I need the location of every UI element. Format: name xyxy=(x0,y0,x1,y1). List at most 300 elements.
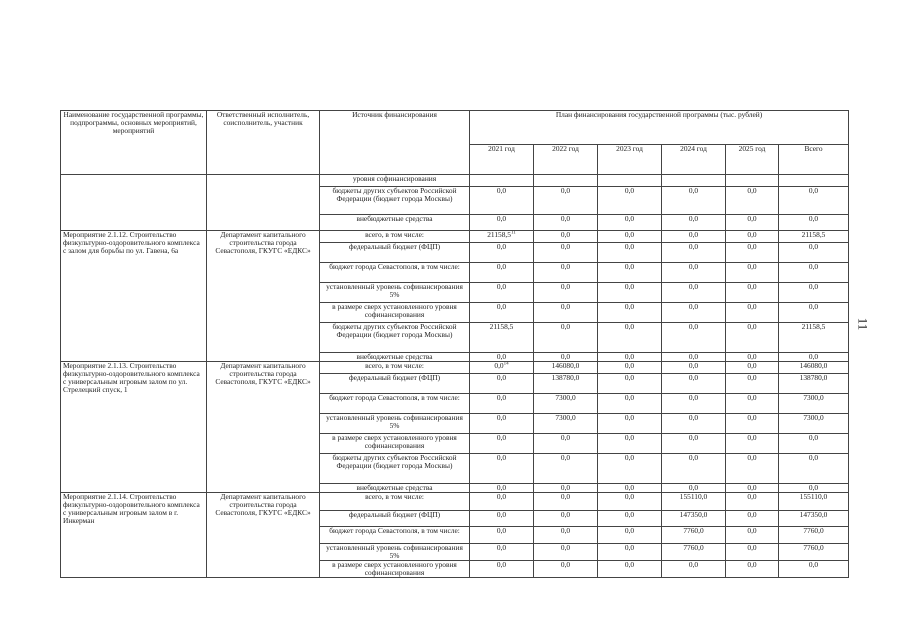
value-cell xyxy=(726,527,779,544)
funding-source: в размере сверх установленного уровня софинансирования xyxy=(320,434,470,454)
value-cell xyxy=(726,215,779,231)
funding-source: бюджеты других субъектов Российской Федерации (бюджет города Москвы) xyxy=(320,187,470,215)
value-cell xyxy=(779,187,849,215)
value: 0,0 xyxy=(624,393,635,402)
value-cell xyxy=(779,374,849,394)
value: 0,0 xyxy=(496,262,507,271)
value: 0,0 xyxy=(624,373,635,382)
value-cell xyxy=(726,283,779,303)
value: 0,0 xyxy=(560,453,571,462)
value: 0,0 xyxy=(624,214,635,223)
value: 0,0 xyxy=(747,361,757,370)
value: 0,0 xyxy=(624,262,635,271)
value: 0,0 xyxy=(496,526,507,535)
value-cell xyxy=(598,434,662,454)
value-cell xyxy=(662,394,726,414)
funding-source: всего, в том числе: xyxy=(320,493,470,511)
value-cell xyxy=(534,394,598,414)
value: 0,0 xyxy=(496,543,507,552)
value: 0,0 xyxy=(688,322,699,331)
value: 0,0 xyxy=(624,492,635,501)
value: 0,0 xyxy=(747,322,757,331)
table-row xyxy=(61,493,849,511)
funding-source: всего, в том числе: xyxy=(320,231,470,243)
value-cell xyxy=(662,362,726,374)
funding-source: всего, в том числе: xyxy=(320,362,470,374)
executor xyxy=(207,175,320,231)
value-cell xyxy=(534,283,598,303)
value: 0,0 xyxy=(808,302,819,311)
value-cell xyxy=(598,215,662,231)
value: 0,0 xyxy=(747,433,757,442)
value-cell xyxy=(779,434,849,454)
value: 0,0 xyxy=(496,282,507,291)
value-cell xyxy=(662,353,726,362)
funding-source: федеральный бюджет (ФЦП) xyxy=(320,243,470,263)
value-cell xyxy=(726,374,779,394)
value: 0,0 xyxy=(560,510,571,519)
value-cell xyxy=(534,263,598,283)
value-cell xyxy=(598,323,662,353)
value-cell xyxy=(534,353,598,362)
value: 0,0 xyxy=(496,433,507,442)
value-cell xyxy=(726,511,779,527)
value: 0,0 xyxy=(747,373,757,382)
value: 0,0 xyxy=(496,560,507,569)
value: 0,0 xyxy=(808,186,819,195)
page-number: 11 xyxy=(855,317,871,331)
value: 0,0 xyxy=(688,214,699,223)
value-cell xyxy=(598,374,662,394)
value: 0,0 xyxy=(496,393,507,402)
value-cell xyxy=(779,484,849,493)
value: 0,0 xyxy=(560,186,571,195)
value: 155110,0 xyxy=(799,492,828,501)
value-cell xyxy=(662,215,726,231)
value-cell xyxy=(726,353,779,362)
value-cell xyxy=(534,527,598,544)
value-cell xyxy=(726,434,779,454)
header-year: 2024 год xyxy=(662,145,726,175)
value-cell xyxy=(779,362,849,374)
value: 7760,0 xyxy=(683,526,704,535)
value: 146080,0 xyxy=(799,361,828,370)
value-cell xyxy=(598,362,662,374)
value: 7300,0 xyxy=(803,393,824,402)
value-cell xyxy=(779,561,849,578)
value-cell xyxy=(726,561,779,578)
value-cell xyxy=(726,484,779,493)
value: 0,0 xyxy=(747,483,757,492)
value: 0,0 xyxy=(747,230,757,239)
value-cell xyxy=(534,362,598,374)
value: 0,0 xyxy=(624,282,635,291)
executor: Департамент капитального строительства города Севастополя, ГКУГС «ЕДКС» xyxy=(207,493,320,578)
value-cell xyxy=(470,454,534,484)
value: 0,0 xyxy=(560,560,571,569)
value: 0,0 xyxy=(808,433,819,442)
value-cell xyxy=(662,454,726,484)
funding-source: бюджет города Севастополя, в том числе: xyxy=(320,394,470,414)
value-cell xyxy=(598,231,662,243)
value-cell xyxy=(779,414,849,434)
value-cell xyxy=(779,283,849,303)
value-cell xyxy=(470,527,534,544)
value: 0,0 xyxy=(747,302,757,311)
value: 0,0 xyxy=(624,543,635,552)
header-name: Наименование государственной программы, подпрограммы, основных мероприятий, мероприятий xyxy=(61,111,207,175)
funding-source: в размере сверх установленного уровня софинансирования xyxy=(320,561,470,578)
value-cell xyxy=(779,303,849,323)
value-cell xyxy=(534,303,598,323)
value-cell xyxy=(662,511,726,527)
value: 0,0 xyxy=(808,282,819,291)
value-cell xyxy=(470,374,534,394)
value: 0,0 xyxy=(560,433,571,442)
value: 7760,0 xyxy=(803,543,824,552)
value-cell xyxy=(598,187,662,215)
value: 0,0 xyxy=(747,413,757,422)
value: 0,0 xyxy=(496,302,507,311)
value: 0,0 xyxy=(496,373,507,382)
value-cell xyxy=(662,175,726,187)
value-cell xyxy=(726,231,779,243)
header-year: 2021 год xyxy=(470,145,534,175)
value: 0,0 xyxy=(747,186,757,195)
value-cell xyxy=(534,215,598,231)
value: 0,0 xyxy=(560,282,571,291)
value: 0,0 xyxy=(688,413,699,422)
value-cell xyxy=(779,175,849,187)
value: 0,0 xyxy=(624,526,635,535)
value-cell xyxy=(779,323,849,353)
value: 7300,0 xyxy=(555,393,576,402)
value-cell xyxy=(534,484,598,493)
funding-source: внебюджетные средства xyxy=(320,353,470,362)
value-cell xyxy=(534,414,598,434)
executor: Департамент капитального строительства города Севастополя, ГКУГС «ЕДКС» xyxy=(207,362,320,493)
value: 0,0 xyxy=(496,453,507,462)
value-cell xyxy=(598,283,662,303)
header-plan: План финансирования государственной программы (тыс. рублей) xyxy=(470,111,849,145)
value-cell xyxy=(598,175,662,187)
value-cell xyxy=(662,231,726,243)
value-cell xyxy=(534,544,598,561)
value-cell xyxy=(662,263,726,283)
value: 7760,0 xyxy=(803,526,824,535)
value: 0,0 xyxy=(747,526,757,535)
footnote-mark: 11 xyxy=(510,230,516,236)
value: 0,0 xyxy=(496,492,507,501)
value-cell xyxy=(598,394,662,414)
value: 0,0 xyxy=(496,483,507,492)
value-cell xyxy=(470,175,534,187)
value-cell xyxy=(662,187,726,215)
funding-source: федеральный бюджет (ФЦП) xyxy=(320,374,470,394)
value: 0,0 xyxy=(747,393,757,402)
value: 0,0 xyxy=(688,560,699,569)
value: 0,0 xyxy=(624,322,635,331)
value: 0,0 xyxy=(624,433,635,442)
value-cell xyxy=(779,263,849,283)
executor: Департамент капитального строительства города Севастополя, ГКУГС «ЕДКС» xyxy=(207,231,320,362)
value: 0,0 xyxy=(494,361,504,370)
value: 146080,0 xyxy=(551,361,580,370)
value-cell xyxy=(779,511,849,527)
value: 0,0 xyxy=(496,352,507,361)
value-cell xyxy=(534,243,598,263)
value-cell xyxy=(598,527,662,544)
value: 0,0 xyxy=(688,393,699,402)
value: 0,0 xyxy=(747,543,757,552)
value: 0,0 xyxy=(808,262,819,271)
value-cell xyxy=(470,231,534,243)
value-cell xyxy=(470,243,534,263)
value-cell xyxy=(470,263,534,283)
value-cell xyxy=(662,303,726,323)
value: 0,0 xyxy=(560,302,571,311)
value-cell xyxy=(726,323,779,353)
value: 0,0 xyxy=(688,302,699,311)
value-cell xyxy=(726,175,779,187)
value: 0,0 xyxy=(688,483,699,492)
value-cell xyxy=(470,493,534,511)
value-cell xyxy=(598,303,662,323)
value-cell xyxy=(779,493,849,511)
value-cell xyxy=(662,561,726,578)
value-cell xyxy=(726,394,779,414)
value: 0,0 xyxy=(624,230,635,239)
value-cell xyxy=(598,353,662,362)
value: 0,0 xyxy=(688,352,699,361)
value-cell xyxy=(662,374,726,394)
value-cell xyxy=(598,493,662,511)
value-cell xyxy=(470,394,534,414)
value-cell xyxy=(470,353,534,362)
value: 0,0 xyxy=(560,526,571,535)
value-cell xyxy=(726,362,779,374)
value-cell xyxy=(726,544,779,561)
value: 0,0 xyxy=(688,361,699,370)
table-row xyxy=(61,362,849,374)
value: 0,0 xyxy=(747,214,757,223)
value-cell xyxy=(534,454,598,484)
value-cell xyxy=(534,187,598,215)
value-cell xyxy=(779,243,849,263)
value: 0,0 xyxy=(560,483,571,492)
value: 0,0 xyxy=(688,186,699,195)
value: 7300,0 xyxy=(803,413,824,422)
value-cell xyxy=(470,303,534,323)
value-cell xyxy=(470,434,534,454)
table-row xyxy=(61,175,849,187)
value: 0,0 xyxy=(688,230,699,239)
value: 0,0 xyxy=(560,543,571,552)
funding-source: бюджеты других субъектов Российской Федерации (бюджет города Москвы) xyxy=(320,454,470,484)
value-cell xyxy=(662,434,726,454)
value-cell xyxy=(534,561,598,578)
value: 0,0 xyxy=(560,242,571,251)
value-cell xyxy=(470,561,534,578)
value: 0,0 xyxy=(624,510,635,519)
measure-name xyxy=(61,175,207,231)
value: 138780,0 xyxy=(799,373,828,382)
value: 0,0 xyxy=(808,453,819,462)
value-cell xyxy=(598,484,662,493)
value-cell xyxy=(598,511,662,527)
value-cell xyxy=(662,493,726,511)
value: 0,0 xyxy=(496,186,507,195)
funding-source: установленный уровень софинансирования 5% xyxy=(320,544,470,561)
value: 7760,0 xyxy=(683,543,704,552)
value: 0,0 xyxy=(560,352,571,361)
value: 0,0 xyxy=(688,242,699,251)
value: 0,0 xyxy=(624,560,635,569)
value-cell xyxy=(726,187,779,215)
value-cell xyxy=(779,215,849,231)
value: 0,0 xyxy=(747,242,757,251)
value: 138780,0 xyxy=(551,373,580,382)
value-cell xyxy=(470,511,534,527)
value: 0,0 xyxy=(624,186,635,195)
financing-table xyxy=(60,110,849,578)
value: 7300,0 xyxy=(555,413,576,422)
value: 0,0 xyxy=(560,214,571,223)
value: 0,0 xyxy=(747,262,757,271)
value-cell xyxy=(470,323,534,353)
value: 0,0 xyxy=(496,214,507,223)
value: 0,0 xyxy=(808,352,819,361)
value-cell xyxy=(726,493,779,511)
value: 0,0 xyxy=(560,322,571,331)
value-cell xyxy=(534,434,598,454)
value-cell xyxy=(470,283,534,303)
value: 0,0 xyxy=(624,483,635,492)
value-cell xyxy=(598,414,662,434)
value: 0,0 xyxy=(496,413,507,422)
value: 21158,5 xyxy=(487,230,511,239)
value-cell xyxy=(470,544,534,561)
footnote-mark: 14 xyxy=(503,361,509,367)
funding-source: федеральный бюджет (ФЦП) xyxy=(320,511,470,527)
value-cell xyxy=(598,243,662,263)
value: 0,0 xyxy=(747,453,757,462)
value: 0,0 xyxy=(688,433,699,442)
value: 0,0 xyxy=(624,453,635,462)
value: 147350,0 xyxy=(679,510,708,519)
value: 0,0 xyxy=(624,361,635,370)
value-cell xyxy=(726,243,779,263)
value-cell xyxy=(470,484,534,493)
value-cell xyxy=(534,175,598,187)
measure-name: Мероприятие 2.1.12. Строительство физкультурно-оздоровительного комплекса с залом для борьбы по ул. Гавена, 6а xyxy=(61,231,207,362)
funding-source: бюджет города Севастополя, в том числе: xyxy=(320,263,470,283)
value-cell xyxy=(598,454,662,484)
value-cell xyxy=(662,323,726,353)
funding-source: внебюджетные средства xyxy=(320,215,470,231)
funding-source: установленный уровень софинансирования 5% xyxy=(320,414,470,434)
value-cell xyxy=(534,511,598,527)
value-cell xyxy=(662,283,726,303)
value-cell xyxy=(779,454,849,484)
value: 0,0 xyxy=(808,242,819,251)
value: 0,0 xyxy=(560,230,571,239)
funding-source: в размере сверх установленного уровня софинансирования xyxy=(320,303,470,323)
value-cell xyxy=(662,484,726,493)
value-cell xyxy=(470,187,534,215)
funding-source: уровня софинансирования xyxy=(320,175,470,187)
value: 0,0 xyxy=(808,214,819,223)
value-cell xyxy=(779,544,849,561)
value-cell xyxy=(662,527,726,544)
value-cell xyxy=(534,323,598,353)
value: 0,0 xyxy=(747,510,757,519)
value-cell xyxy=(598,544,662,561)
header-executor: Ответственный исполнитель, соисполнитель, участник xyxy=(207,111,320,175)
value-cell xyxy=(726,414,779,434)
funding-source: установленный уровень софинансирования 5% xyxy=(320,283,470,303)
value: 0,0 xyxy=(624,352,635,361)
value: 21158,5 xyxy=(801,322,826,331)
header-year: 2023 год xyxy=(598,145,662,175)
value-cell xyxy=(662,414,726,434)
value: 0,0 xyxy=(747,560,757,569)
value-cell xyxy=(779,231,849,243)
funding-source: бюджеты других субъектов Российской Федерации (бюджет города Москвы) xyxy=(320,323,470,353)
value: 0,0 xyxy=(624,302,635,311)
value: 21158,5 xyxy=(801,230,826,239)
value-cell xyxy=(779,527,849,544)
value: 0,0 xyxy=(496,242,507,251)
value: 0,0 xyxy=(808,483,819,492)
value: 0,0 xyxy=(747,492,757,501)
value-cell xyxy=(598,561,662,578)
value-cell xyxy=(534,374,598,394)
value-cell xyxy=(726,263,779,283)
value-cell xyxy=(662,243,726,263)
value: 147350,0 xyxy=(799,510,828,519)
header-source: Источник финансирования xyxy=(320,111,470,175)
value: 0,0 xyxy=(624,242,635,251)
value: 0,0 xyxy=(688,262,699,271)
value-cell xyxy=(779,394,849,414)
value: 155110,0 xyxy=(679,492,708,501)
value: 0,0 xyxy=(688,282,699,291)
measure-name: Мероприятие 2.1.14. Строительство физкультурно-оздоровительного комплекса с универсальным игровым залом в г. Инкерман xyxy=(61,493,207,578)
value: 0,0 xyxy=(688,373,699,382)
header-year: 2022 год xyxy=(534,145,598,175)
value-cell xyxy=(534,493,598,511)
value-cell xyxy=(534,231,598,243)
value-cell xyxy=(726,454,779,484)
funding-source: внебюджетные средства xyxy=(320,484,470,493)
value: 21158,5 xyxy=(489,322,514,331)
funding-source: бюджет города Севастополя, в том числе: xyxy=(320,527,470,544)
value-cell xyxy=(470,215,534,231)
header-year: 2025 год xyxy=(726,145,779,175)
value-cell xyxy=(470,414,534,434)
value-cell xyxy=(470,362,534,374)
value: 0,0 xyxy=(688,453,699,462)
value: 0,0 xyxy=(747,282,757,291)
table-row xyxy=(61,231,849,243)
measure-name: Мероприятие 2.1.13. Строительство физкультурно-оздоровительного комплекса с универсальным игровым залом по ул. Стрелецкий спуск, 1 xyxy=(61,362,207,493)
header-total: Всего xyxy=(779,145,849,175)
value: 0,0 xyxy=(560,262,571,271)
value: 0,0 xyxy=(624,413,635,422)
value-cell xyxy=(726,303,779,323)
value: 0,0 xyxy=(747,352,757,361)
